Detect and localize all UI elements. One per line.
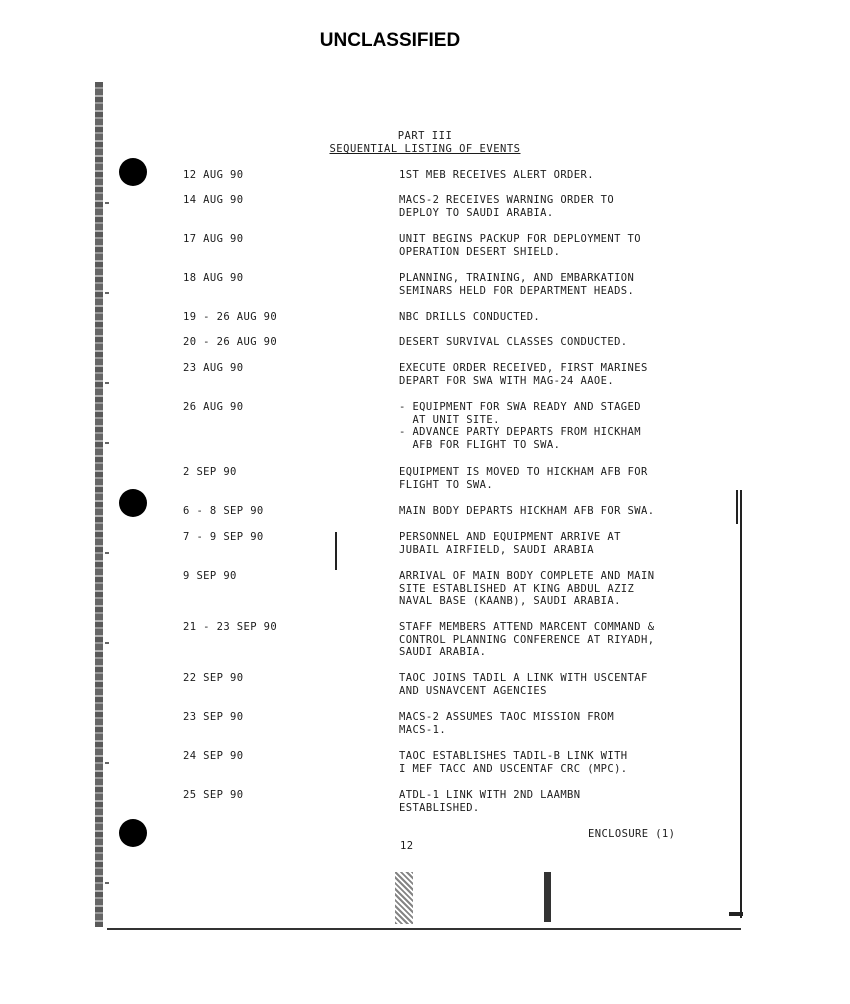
event-description-line: - EQUIPMENT FOR SWA READY AND STAGED (399, 401, 641, 413)
event-description-line: CONTROL PLANNING CONFERENCE AT RIYADH, (399, 633, 655, 646)
page-right-edge-foot (729, 912, 743, 916)
event-description (399, 169, 719, 182)
event-description-line: UNIT BEGINS PACKUP FOR DEPLOYMENT TO (399, 233, 641, 245)
event-description-line: TAOC ESTABLISHES TADIL-B LINK WITH (399, 750, 628, 762)
margin-speck (105, 382, 109, 384)
event-description (399, 233, 719, 258)
punch-hole-middle (119, 489, 147, 517)
event-date: 23 SEP 90 (183, 711, 244, 723)
page-number: 12 (400, 840, 414, 852)
event-description-line: ATDL-1 LINK WITH 2ND LAAMBN (399, 789, 581, 801)
margin-speck (105, 762, 109, 764)
event-description-line: OPERATION DESERT SHIELD. (399, 245, 561, 258)
event-description-line: NAVAL BASE (KAANB), SAUDI ARABIA. (399, 595, 621, 607)
event-description-line: EXECUTE ORDER RECEIVED, FIRST MARINES (399, 362, 648, 374)
event-description-line: PLANNING, TRAINING, AND EMBARKATION (399, 272, 635, 284)
scanned-page (95, 82, 745, 932)
event-description-line: AT UNIT SITE. (399, 413, 500, 426)
event-description (399, 621, 719, 659)
event-description-line: DESERT SURVIVAL CLASSES CONDUCTED. (399, 336, 628, 348)
page-right-edge (740, 490, 742, 918)
event-date: 26 AUG 90 (183, 401, 244, 413)
scan-noise (395, 872, 413, 924)
margin-speck (105, 442, 109, 444)
margin-speck (105, 292, 109, 294)
event-description (399, 505, 719, 518)
event-description (399, 194, 719, 219)
event-description-line: ESTABLISHED. (399, 801, 480, 814)
margin-speck (105, 202, 109, 204)
event-date: 19 - 26 AUG 90 (183, 311, 278, 323)
event-description (399, 311, 719, 324)
event-date: 6 - 8 SEP 90 (183, 505, 264, 517)
event-description (399, 272, 719, 297)
event-date: 12 AUG 90 (183, 169, 244, 181)
marginal-mark-right (736, 490, 738, 524)
scan-noise-bar (544, 872, 551, 922)
page-bottom-edge (107, 928, 741, 930)
event-description-line: SITE ESTABLISHED AT KING ABDUL AZIZ (399, 582, 635, 595)
part-label: PART III (397, 130, 453, 142)
punch-hole-top (119, 158, 147, 186)
event-date: 22 SEP 90 (183, 672, 244, 684)
event-date: 18 AUG 90 (183, 272, 244, 284)
event-description-line: EQUIPMENT IS MOVED TO HICKHAM AFB FOR (399, 466, 648, 478)
event-description-line: ARRIVAL OF MAIN BODY COMPLETE AND MAIN (399, 570, 655, 582)
event-date: 2 SEP 90 (183, 466, 237, 478)
enclosure-label: ENCLOSURE (1) (588, 828, 676, 840)
event-description-line: AFB FOR FLIGHT TO SWA. (399, 438, 561, 451)
event-description-line: SEMINARS HELD FOR DEPARTMENT HEADS. (399, 284, 635, 297)
event-description-line: TAOC JOINS TADIL A LINK WITH USCENTAF (399, 672, 648, 684)
event-description-line: I MEF TACC AND USCENTAF CRC (MPC). (399, 762, 628, 775)
event-description-line: AND USNAVCENT AGENCIES (399, 684, 547, 697)
event-description (399, 672, 719, 697)
punch-hole-bottom (119, 819, 147, 847)
event-description (399, 789, 719, 814)
event-description-line: - ADVANCE PARTY DEPARTS FROM HICKHAM (399, 426, 641, 438)
event-description (399, 750, 719, 775)
event-description-line: NBC DRILLS CONDUCTED. (399, 311, 541, 323)
event-date: 17 AUG 90 (183, 233, 244, 245)
event-date: 7 - 9 SEP 90 (183, 531, 264, 543)
event-description-line: PERSONNEL AND EQUIPMENT ARRIVE AT (399, 531, 621, 543)
page-left-edge (95, 82, 103, 927)
event-description (399, 401, 719, 451)
event-description (399, 466, 719, 491)
event-description (399, 531, 719, 556)
event-description (399, 711, 719, 736)
event-date: 20 - 26 AUG 90 (183, 336, 278, 348)
event-date: 21 - 23 SEP 90 (183, 621, 278, 633)
event-description-line: MACS-2 ASSUMES TAOC MISSION FROM (399, 711, 615, 723)
event-description-line: JUBAIL AIRFIELD, SAUDI ARABIA (399, 543, 594, 556)
event-description (399, 570, 719, 608)
event-description-line: MACS-2 RECEIVES WARNING ORDER TO (399, 194, 615, 206)
margin-speck (105, 882, 109, 884)
event-description-line: FLIGHT TO SWA. (399, 478, 494, 491)
event-description-line: DEPLOY TO SAUDI ARABIA. (399, 206, 554, 219)
classification-marking: UNCLASSIFIED (319, 30, 461, 51)
margin-speck (105, 642, 109, 644)
section-title: SEQUENTIAL LISTING OF EVENTS (329, 143, 521, 155)
event-date: 23 AUG 90 (183, 362, 244, 374)
event-description (399, 362, 719, 387)
event-date: 14 AUG 90 (183, 194, 244, 206)
margin-speck (105, 552, 109, 554)
event-description-line: MACS-1. (399, 723, 447, 736)
event-date: 24 SEP 90 (183, 750, 244, 762)
event-description-line: DEPART FOR SWA WITH MAG-24 AAOE. (399, 374, 615, 387)
event-description (399, 336, 719, 349)
event-date: 9 SEP 90 (183, 570, 237, 582)
event-description-line: STAFF MEMBERS ATTEND MARCENT COMMAND & (399, 621, 655, 633)
part-header (295, 130, 555, 156)
event-description-line: MAIN BODY DEPARTS HICKHAM AFB FOR SWA. (399, 505, 655, 517)
event-description-line: 1ST MEB RECEIVES ALERT ORDER. (399, 169, 594, 181)
event-description-line: SAUDI ARABIA. (399, 646, 487, 658)
event-date: 25 SEP 90 (183, 789, 244, 801)
